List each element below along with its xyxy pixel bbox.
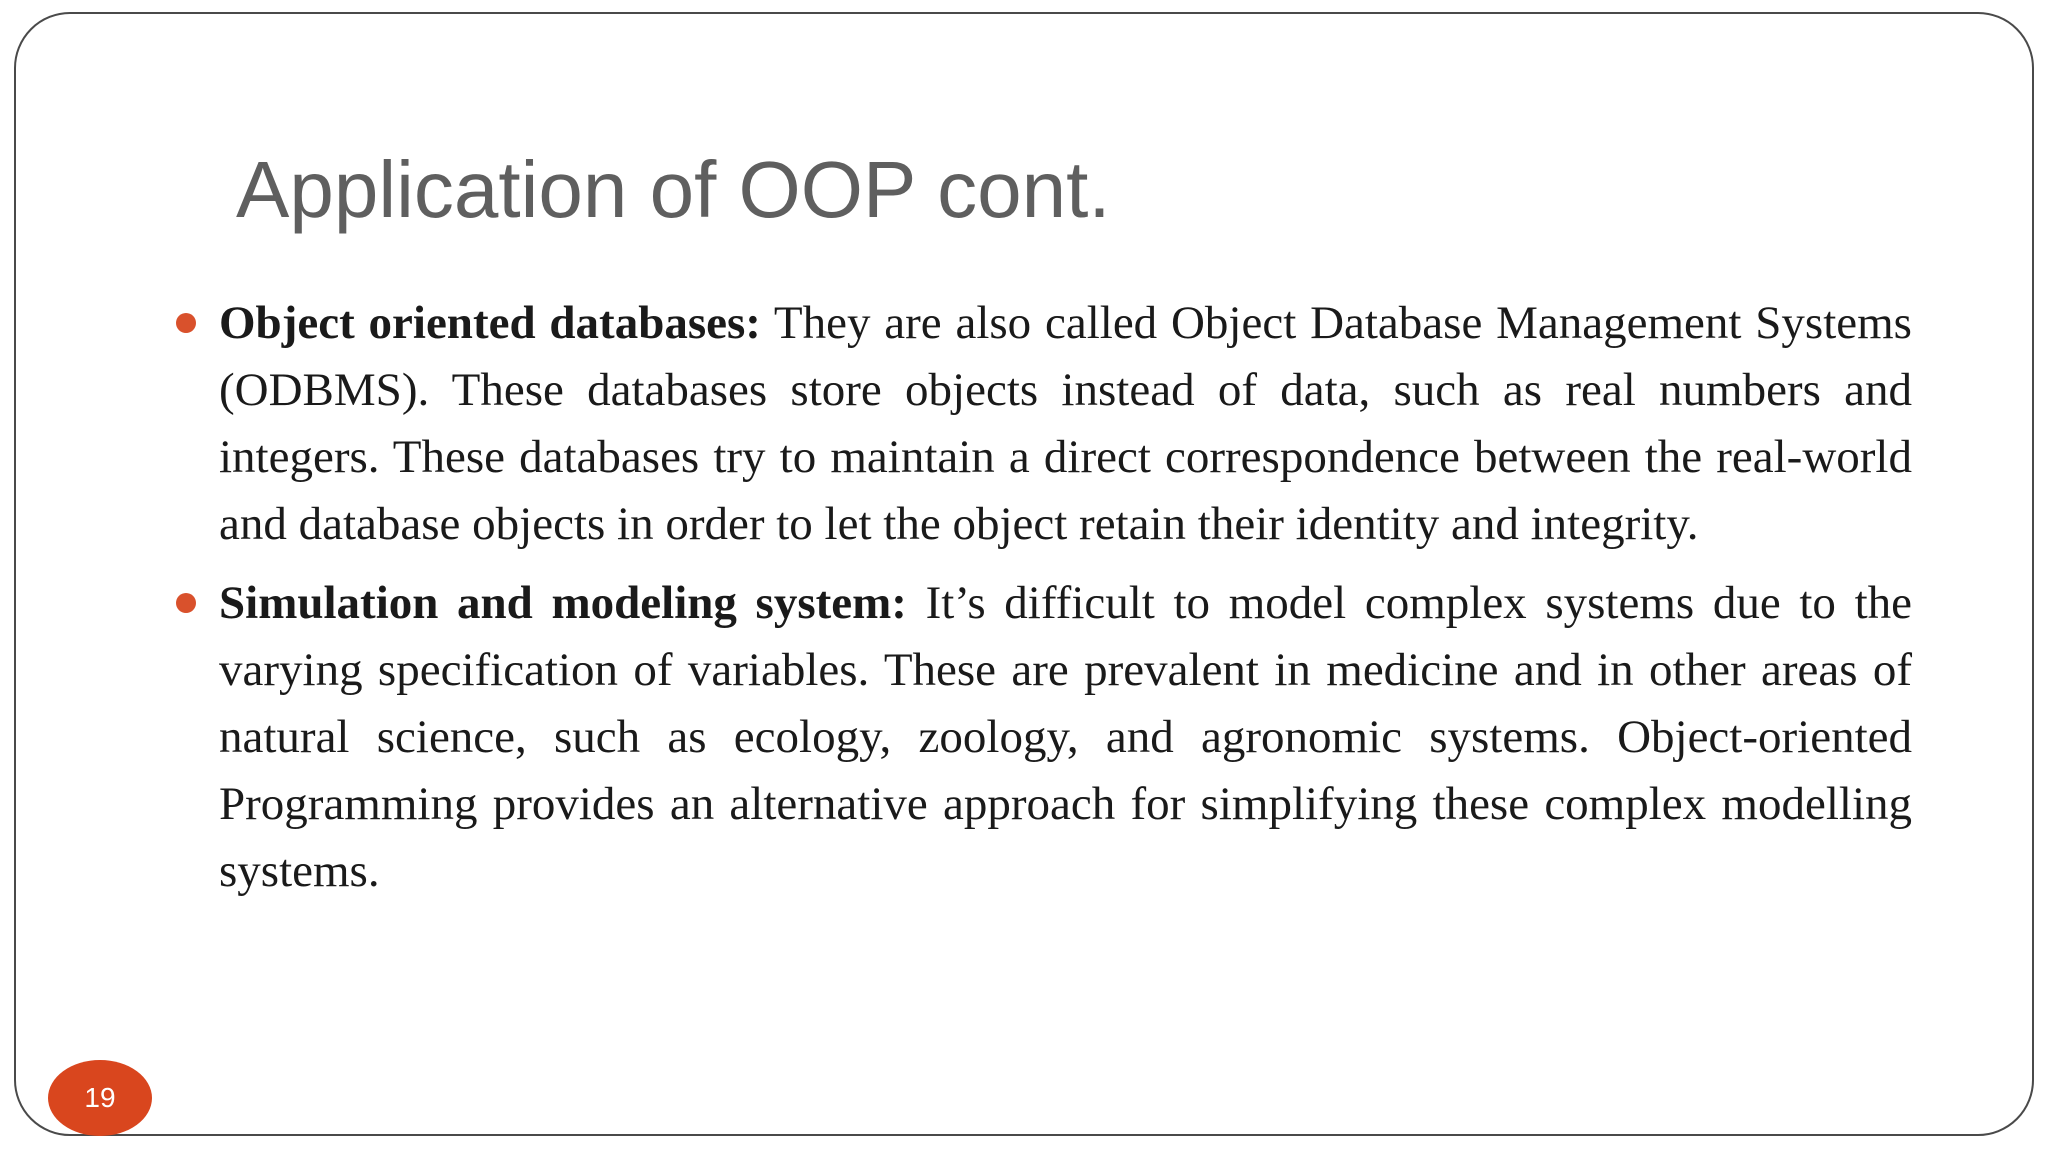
slide [14,12,2034,1136]
bullet-item-object-oriented-databases [176,290,1912,558]
page-number-badge: 19 [48,1060,152,1136]
slide-title: Application of OOP cont. [236,145,1111,234]
bullet-list [176,290,1912,917]
bullet-dot-icon [176,593,196,613]
bullet-description: It’s difficult to model complex systems due to the varying specification of variables. These are prevalent in medicine and in other areas of natural science, such as ecology, zoology, and agronomic systems. Object-oriented Programming provides an alternative approach for simplifying these complex modelling systems. [219,577,1912,897]
bullet-term: Object oriented databases: [219,297,761,349]
bullet-item-simulation-and-modeling [176,570,1912,905]
bullet-term: Simulation and modeling system: [219,577,907,629]
bullet-paragraph [219,290,1912,558]
bullet-description: They are also called Object Database Management Systems (ODBMS). These databases store objects instead of data, such as real numbers and integers. These databases try to maintain a direct correspondence between the real-world and database objects in order to let the object retain their identity and integrity. [219,297,1912,550]
bullet-dot-icon [176,313,196,333]
bullet-paragraph [219,570,1912,905]
